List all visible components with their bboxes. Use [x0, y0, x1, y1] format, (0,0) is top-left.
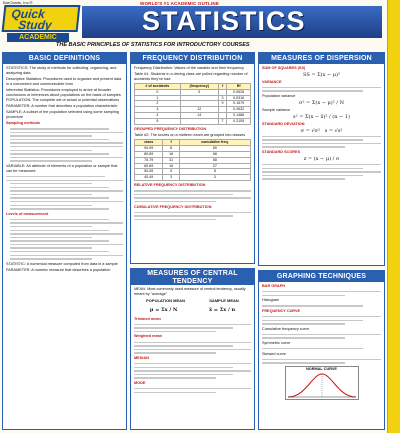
table-cell: 5 — [163, 169, 179, 175]
term: MEDIAN — [134, 355, 149, 360]
table-cell: 0.1579 — [227, 101, 251, 107]
definition-item: PARAMETER: A numeric measure that describes a population — [6, 267, 111, 272]
table-cell: 0.2632 — [227, 107, 251, 113]
text-block — [6, 128, 123, 162]
table-cell: 8 — [179, 169, 250, 175]
table-cell: 3 — [135, 107, 181, 113]
table-cell: 8 — [163, 145, 179, 151]
definition-item: VARIABLE: An attribute of elements of a population or sample that can be measured — [6, 163, 118, 173]
table-cell: 58 — [179, 157, 250, 163]
table-cell: 5 — [135, 119, 181, 125]
population-mean-label: POPULATION MEAN — [146, 297, 185, 303]
panel-heading: MEASURES OF DISPERSION — [259, 53, 384, 64]
table-cell: 14 — [180, 113, 218, 119]
relative-heading: RELATIVE FREQUENCY DISTRIBUTION — [134, 183, 206, 188]
logo-line2: Study — [17, 18, 53, 32]
table-row — [135, 175, 251, 181]
table-header-cell: # of accidents — [135, 83, 181, 89]
quickstudy-logo — [3, 5, 79, 43]
text-block — [134, 342, 251, 354]
definition-item: SAMPLE: A subset of the population selected using some sampling procedure — [6, 110, 119, 120]
text-block — [262, 334, 381, 339]
panel-frequency-distribution — [130, 52, 255, 264]
table-cell: 0.0316 — [227, 95, 251, 101]
panel-heading: MEASURES OF CENTRAL TENDENCY — [131, 269, 254, 285]
subheading: THE BASIC PRINCIPLES OF STATISTICS FOR INTRODUCTORY COURSES — [56, 42, 250, 48]
column-right — [258, 52, 385, 430]
definition-item: STATISTIC: A numerical measure computed from data in a sample — [6, 261, 118, 266]
text-block — [262, 348, 381, 349]
text-block — [262, 359, 381, 364]
side-tab — [387, 0, 400, 433]
panel-heading: FREQUENCY DISTRIBUTION — [131, 53, 254, 64]
text-block — [6, 219, 123, 260]
text-block — [262, 136, 381, 148]
table1-caption: Table #1: Students in a driving class are polled regarding number of accidents they've had — [134, 71, 248, 81]
sample-mean-label: SAMPLE MEAN — [209, 297, 239, 303]
term: Weighted mean — [134, 334, 162, 339]
table-cell: 90-99 — [135, 145, 163, 151]
normal-curve-label: NORMAL CURVE — [306, 366, 337, 371]
definition-item: Descriptive Statistics: Procedures used to organize and present data in a convenient and communicable form — [6, 76, 122, 86]
text-block — [134, 190, 251, 202]
term: Sample variance — [262, 107, 291, 112]
basic-definitions-body — [3, 64, 126, 276]
table-cell: 70-79 — [135, 157, 163, 163]
table-cell: 5 — [180, 89, 218, 95]
definition-subhead: Levels of measurement — [6, 211, 49, 216]
table-cell: 60-69 — [135, 163, 163, 169]
term: Histogram — [262, 298, 280, 303]
text-block — [6, 176, 123, 210]
table-cell: 3 — [163, 175, 179, 181]
definition-subhead: Sampling methods — [6, 121, 40, 126]
page-title: STATISTICS — [142, 6, 306, 36]
tagline: WORLD'S #1 ACADEMIC OUTLINE — [140, 1, 220, 6]
table-cell: 1 — [135, 95, 181, 101]
text-block — [134, 363, 251, 379]
table-cell: 27 — [179, 163, 250, 169]
normal-curve-icon — [286, 372, 358, 399]
table-cell: 68 — [179, 151, 250, 157]
panel-dispersion — [258, 52, 385, 266]
term: STANDARD DEVIATION — [262, 121, 305, 126]
table-header-cell: Rf — [227, 83, 251, 89]
panel-heading: GRAPHING TECHNIQUES — [259, 271, 384, 282]
header — [0, 0, 400, 48]
term: VARIANCE — [262, 79, 282, 84]
mean-labels — [134, 299, 251, 304]
table-cell: 16 — [163, 151, 179, 157]
logo-line1: Quick — [10, 7, 46, 21]
column-left — [2, 52, 127, 430]
population-mean-formula: μ = Σx / N — [149, 306, 178, 313]
table-cell: 0.2105 — [227, 119, 251, 125]
table-header-cell: class — [135, 139, 163, 145]
table-cell: 40-49 — [135, 175, 163, 181]
table-cell: 50-59 — [135, 169, 163, 175]
table-header-cell: cumulative freq. — [179, 139, 250, 145]
table-cell: 31 — [163, 157, 179, 163]
ss-formula: SS = Σ(x − μ)² — [302, 71, 340, 78]
title-banner — [82, 6, 382, 38]
term: STANDARD SCORES — [262, 150, 301, 154]
table-cell: 7 — [218, 119, 226, 125]
term: FREQUENCY CURVE — [262, 308, 301, 313]
logo-academic: ACADEMIC — [7, 33, 69, 42]
logo-badge — [2, 5, 81, 32]
term: Trimmed mean — [134, 316, 161, 321]
frequency-intro: Frequency Distribution: Values of the variable and their frequency — [134, 66, 244, 70]
panel-central-tendency — [130, 268, 255, 430]
table-cell: 0.0526 — [227, 89, 251, 95]
table-cell: 0.1468 — [227, 113, 251, 119]
term: Symmetric curve — [262, 341, 291, 345]
dispersion-body — [259, 64, 384, 184]
mean-formulas — [134, 306, 251, 315]
table-cell: 9 — [218, 101, 226, 107]
panel-basic-definitions — [2, 52, 127, 430]
frequency-table — [134, 83, 251, 125]
table-cell: 3 — [218, 95, 226, 101]
term: BAR GRAPH — [262, 284, 285, 288]
text-block — [262, 316, 381, 325]
table-cell: 3 — [179, 175, 250, 181]
term: Skewed curve — [262, 351, 286, 356]
grouped-frequency-table — [134, 139, 251, 181]
column-middle — [130, 52, 255, 430]
definition-item: STATISTICS: The study of methods for collecting, organizing, and analyzing data — [6, 66, 117, 75]
frequency-body — [131, 64, 254, 224]
central-tendency-body — [131, 285, 254, 397]
table-cell: 12 — [180, 107, 218, 113]
text-block — [134, 324, 251, 333]
mean-intro: MEAN: Most commonly used measure of central tendency, usually meant by "average" — [134, 287, 246, 296]
term: MODE — [134, 380, 146, 385]
panel-heading: BASIC DEFINITIONS — [3, 53, 126, 64]
table-row — [135, 119, 251, 125]
table-header-cell: f — [163, 139, 179, 145]
graphing-body — [259, 282, 384, 404]
term: Population variance — [262, 94, 296, 99]
definition-item: PARAMETER: A number that describes a population characteristic — [6, 104, 118, 109]
sample-mean-formula: x̄ = Σx / n — [209, 306, 236, 313]
definition-item: Inferential Statistics: Procedures employed to arrive at broader conclusions or inferences about populations on the basis of samples — [6, 87, 121, 97]
table-cell: 80 — [179, 145, 250, 151]
table2-caption: Table #2: The scores on a midterm exam are grouped into classes — [134, 132, 246, 137]
std-dev-formula: σ = √σ² s = √s² — [300, 127, 343, 134]
publisher-name: BarCharts, Inc.® — [3, 0, 33, 5]
definition-item: POPULATION: The complete set of actual or potential observations — [6, 98, 120, 103]
text-block — [262, 305, 381, 306]
text-block — [262, 164, 381, 180]
z-score-formula: z = (x − μ) / σ — [303, 155, 340, 162]
cumulative-heading: CUMULATIVE FREQUENCY DISTRIBUTION — [134, 204, 212, 209]
grouped-heading: GROUPED FREQUENCY DISTRIBUTION — [134, 127, 207, 132]
term: SUM OF SQUARES (SS) — [262, 66, 306, 70]
text-block — [134, 212, 251, 221]
text-block — [262, 87, 381, 92]
panel-graphing-techniques — [258, 270, 385, 430]
population-variance-formula: σ² = Σ(x − μ)² / N — [299, 99, 344, 106]
table-cell: 0 — [135, 89, 181, 95]
table-header-cell: f — [218, 83, 226, 89]
term: Cumulative frequency curve — [262, 326, 310, 331]
table-cell: 2 — [135, 101, 181, 107]
text-block — [134, 388, 251, 393]
table-cell: 80-89 — [135, 151, 163, 157]
table-cell — [180, 119, 218, 125]
normal-curve-figure — [285, 366, 359, 400]
table-cell: 16 — [163, 163, 179, 169]
table-cell: 4 — [135, 113, 181, 119]
text-block — [262, 291, 381, 296]
sample-variance-formula: s² = Σ(x − x̄)² / (n − 1) — [293, 113, 350, 120]
table-header-cell: (frequency) — [180, 83, 218, 89]
